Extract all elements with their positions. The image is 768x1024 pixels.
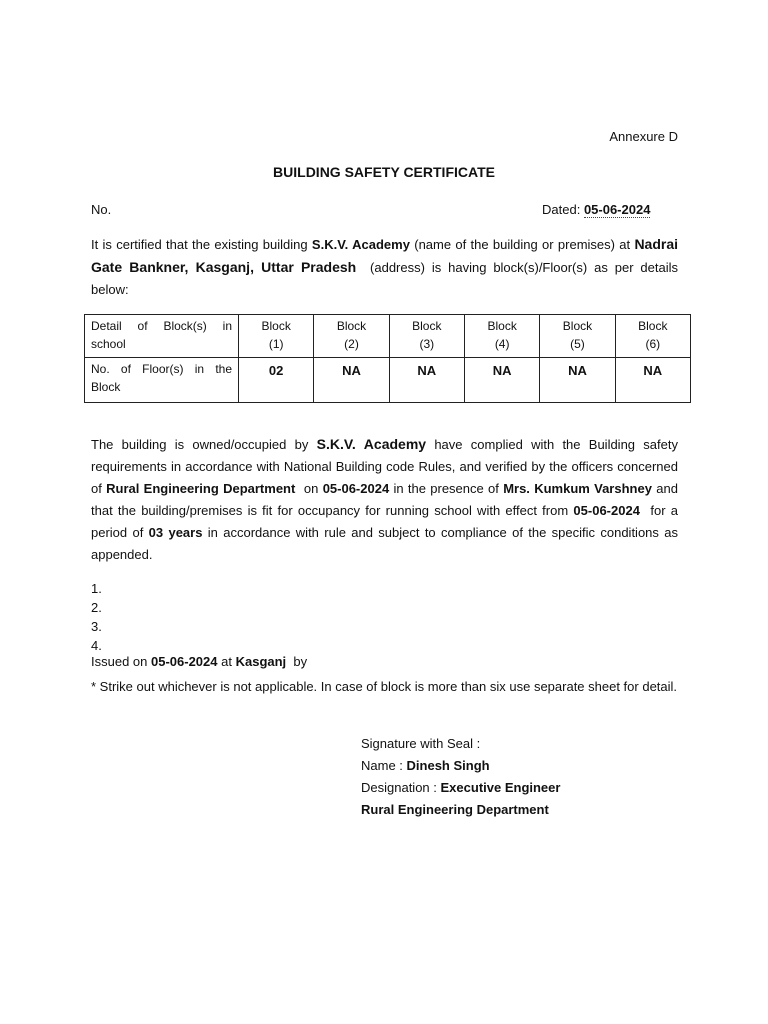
signatory-department: Rural Engineering Department: [361, 802, 549, 817]
signature-block: [361, 733, 560, 821]
intro-text-2: (name of the building or premises) at: [414, 237, 631, 252]
issued-place: Kasganj: [235, 654, 287, 669]
presence-person: Mrs. Kumkum Varshney: [503, 481, 652, 496]
floors-block-1: 02: [239, 358, 314, 403]
list-item: 3.: [91, 619, 102, 634]
floors-block-5: NA: [540, 358, 615, 403]
body-text-3: on: [303, 481, 319, 496]
compliance-paragraph: [91, 433, 678, 566]
list-item: 4.: [91, 638, 102, 653]
verifying-department: Rural Engineering Department: [106, 481, 296, 496]
signature-label: Signature with Seal :: [361, 736, 481, 751]
table-row: [85, 315, 691, 358]
conditions-list: [91, 579, 102, 655]
block-header-6: Block (6): [615, 315, 690, 358]
designation-line: [361, 777, 560, 799]
dated-label: Dated:: [542, 202, 581, 217]
row-label-blocks: Detail of Block(s) in school: [85, 315, 239, 358]
dated-field: [542, 202, 650, 217]
block-header-1: Block (1): [239, 315, 314, 358]
effect-date: 05-06-2024: [573, 503, 640, 518]
name-label: Name :: [361, 758, 403, 773]
name-line: [361, 755, 560, 777]
body-text-7: in accordance with rule and subject to compliance of the specific conditions as appended.: [91, 525, 678, 562]
table-row: [85, 358, 691, 403]
verification-date: 05-06-2024: [322, 481, 390, 496]
list-item: 1.: [91, 581, 102, 596]
block-header-2: Block (2): [314, 315, 389, 358]
validity-period: 03 years: [148, 525, 203, 540]
page-title: BUILDING SAFETY CERTIFICATE: [273, 164, 495, 180]
block-header-5: Block (5): [540, 315, 615, 358]
owner-name: S.K.V. Academy: [316, 436, 427, 452]
dated-value: 05-06-2024: [583, 202, 651, 217]
building-name: S.K.V. Academy: [311, 237, 410, 252]
intro-text-1: It is certified that the existing building: [91, 237, 308, 252]
issued-by: by: [293, 654, 308, 669]
floors-block-4: NA: [464, 358, 539, 403]
floors-block-3: NA: [389, 358, 464, 403]
issued-label: Issued on: [91, 654, 148, 669]
designation-label: Designation :: [361, 780, 437, 795]
certificate-number-label: No.: [91, 202, 112, 217]
blocks-table: [84, 314, 691, 403]
intro-text-3: (address) is having block(s)/Floor(s) as per details below:: [91, 260, 678, 297]
body-text-6: for a period of: [91, 503, 678, 540]
row-label-floors: No. of Floor(s) in the Block: [85, 358, 239, 403]
block-header-4: Block (4): [464, 315, 539, 358]
footnote: * Strike out whichever is not applicable. In case of block is more than six use separate sheet for detail.: [91, 679, 678, 694]
body-text-2: have complied with the Building safety requirements in accordance with National Building code Rules, and verified by the officers concerned of: [91, 437, 678, 496]
annexure-label: Annexure D: [609, 129, 678, 144]
signatory-designation: Executive Engineer: [440, 780, 561, 795]
issued-at: at: [221, 654, 232, 669]
floors-block-2: NA: [314, 358, 389, 403]
issued-date: 05-06-2024: [151, 654, 218, 669]
floors-block-6: NA: [615, 358, 690, 403]
body-text-1: The building is owned/occupied by: [91, 437, 309, 452]
intro-paragraph: [91, 233, 678, 301]
list-item: 2.: [91, 600, 102, 615]
block-header-3: Block (3): [389, 315, 464, 358]
building-address: Nadrai Gate Bankner, Kasganj, Uttar Pradesh: [91, 236, 679, 275]
signatory-name: Dinesh Singh: [406, 758, 490, 773]
body-text-4: in the presence of: [393, 481, 499, 496]
body-text-5: and that the building/premises is fit for occupancy for running school with effect from: [91, 481, 678, 518]
issued-line: [91, 654, 307, 669]
